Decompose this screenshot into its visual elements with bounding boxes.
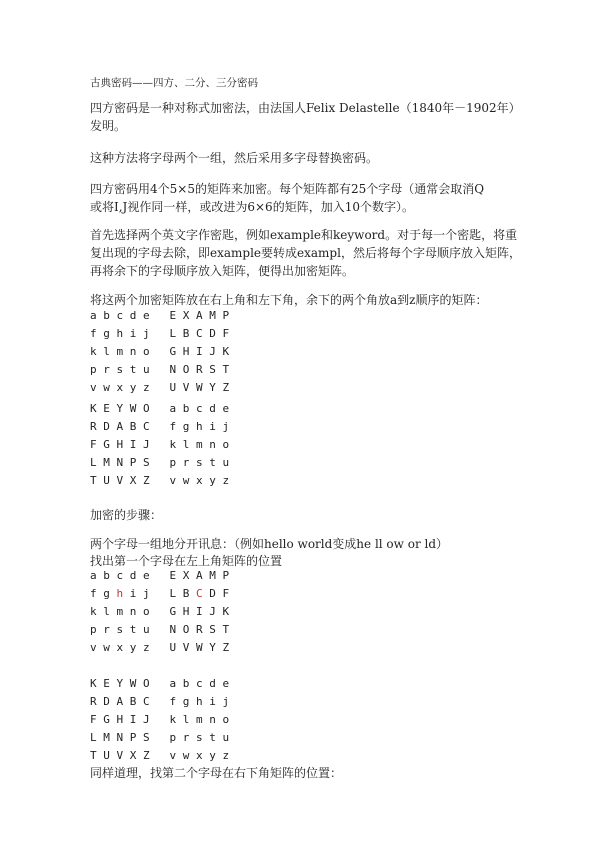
grid-top2-row: k l m n o G H I J K bbox=[90, 605, 230, 618]
grid-bottom2-row: R D A B C f g h i j bbox=[90, 695, 230, 708]
grid-top2-row: v w x y z U V W Y Z bbox=[90, 641, 230, 654]
highlight-letter-c: C bbox=[195, 587, 203, 600]
grid-top-row: a b c d e E X A M P bbox=[90, 309, 230, 322]
grid-bottom-row: F G H I J k l m n o bbox=[90, 438, 230, 451]
grid-bottom2-row: L M N P S p r s t u bbox=[90, 731, 230, 744]
hl-row-part-1: f g bbox=[90, 587, 117, 600]
grid-top-row: f g h i j L B C D F bbox=[90, 327, 230, 340]
grid-top2-row: p r s t u N O R S T bbox=[90, 623, 230, 636]
grid-top-row: v w x y z U V W Y Z bbox=[90, 381, 230, 394]
keywords-line-1: 首先选择两个英文字作密匙，例如example和keyword。对于每一个密匙，将重 bbox=[90, 228, 518, 242]
grid-top-row: p r s t u N O R S T bbox=[90, 363, 230, 376]
step-1-text: 两个字母一组地分开讯息：（例如hello world变成he ll ow or ld） bbox=[90, 537, 449, 551]
intro-line-2: 发明。 bbox=[90, 119, 127, 133]
step-3-text: 同样道理，找第二个字母在右下角矩阵的位置： bbox=[90, 766, 343, 780]
grid-bottom-row: R D A B C f g h i j bbox=[90, 420, 230, 433]
grid-bottom2-row: T U V X Z v w x y z bbox=[90, 749, 230, 762]
grid-top-row: k l m n o G H I J K bbox=[90, 345, 230, 358]
highlight-letter-h: h bbox=[116, 587, 124, 600]
keywords-line-2: 复出现的字母去除，即example要转成exampl，然后将每个字母顺序放入矩阵， bbox=[90, 246, 521, 260]
grid-bottom2-row: K E Y W O a b c d e bbox=[90, 677, 230, 690]
matrix-desc-line-1: 四方密码用4个5×5的矩阵来加密。每个矩阵都有25个字母（通常会取消Q bbox=[90, 182, 485, 196]
grid-bottom2-row: F G H I J k l m n o bbox=[90, 713, 230, 726]
keywords-line-3: 再将余下的字母顺序放入矩阵，便得出加密矩阵。 bbox=[90, 264, 355, 278]
hl-row-part-2: i j L B bbox=[123, 587, 196, 600]
placement-paragraph: 将这两个加密矩阵放在右上角和左下角，余下的两个角放a到z顺序的矩阵： bbox=[90, 293, 488, 307]
grid-top2-highlight-row bbox=[90, 586, 229, 602]
method-paragraph: 这种方法将字母两个一组，然后采用多字母替换密码。 bbox=[90, 151, 379, 165]
grid-bottom-row: T U V X Z v w x y z bbox=[90, 474, 230, 487]
steps-heading: 加密的步骤： bbox=[90, 508, 163, 522]
grid-top2-row: a b c d e E X A M P bbox=[90, 569, 230, 582]
hl-row-part-3: D F bbox=[202, 587, 230, 600]
grid-bottom-row: K E Y W O a b c d e bbox=[90, 402, 230, 415]
document-title: 古典密码——四方、二分、三分密码 bbox=[90, 77, 258, 89]
grid-bottom-row: L M N P S p r s t u bbox=[90, 456, 230, 469]
matrix-desc-line-2: 或将I,J视作同一样，或改进为6×6的矩阵，加入10个数字）。 bbox=[90, 200, 414, 214]
intro-line-1: 四方密码是一种对称式加密法，由法国人Felix Delastelle（1840年－1902年） bbox=[90, 101, 521, 115]
step-2-text: 找出第一个字母在左上角矩阵的位置 bbox=[90, 554, 283, 568]
